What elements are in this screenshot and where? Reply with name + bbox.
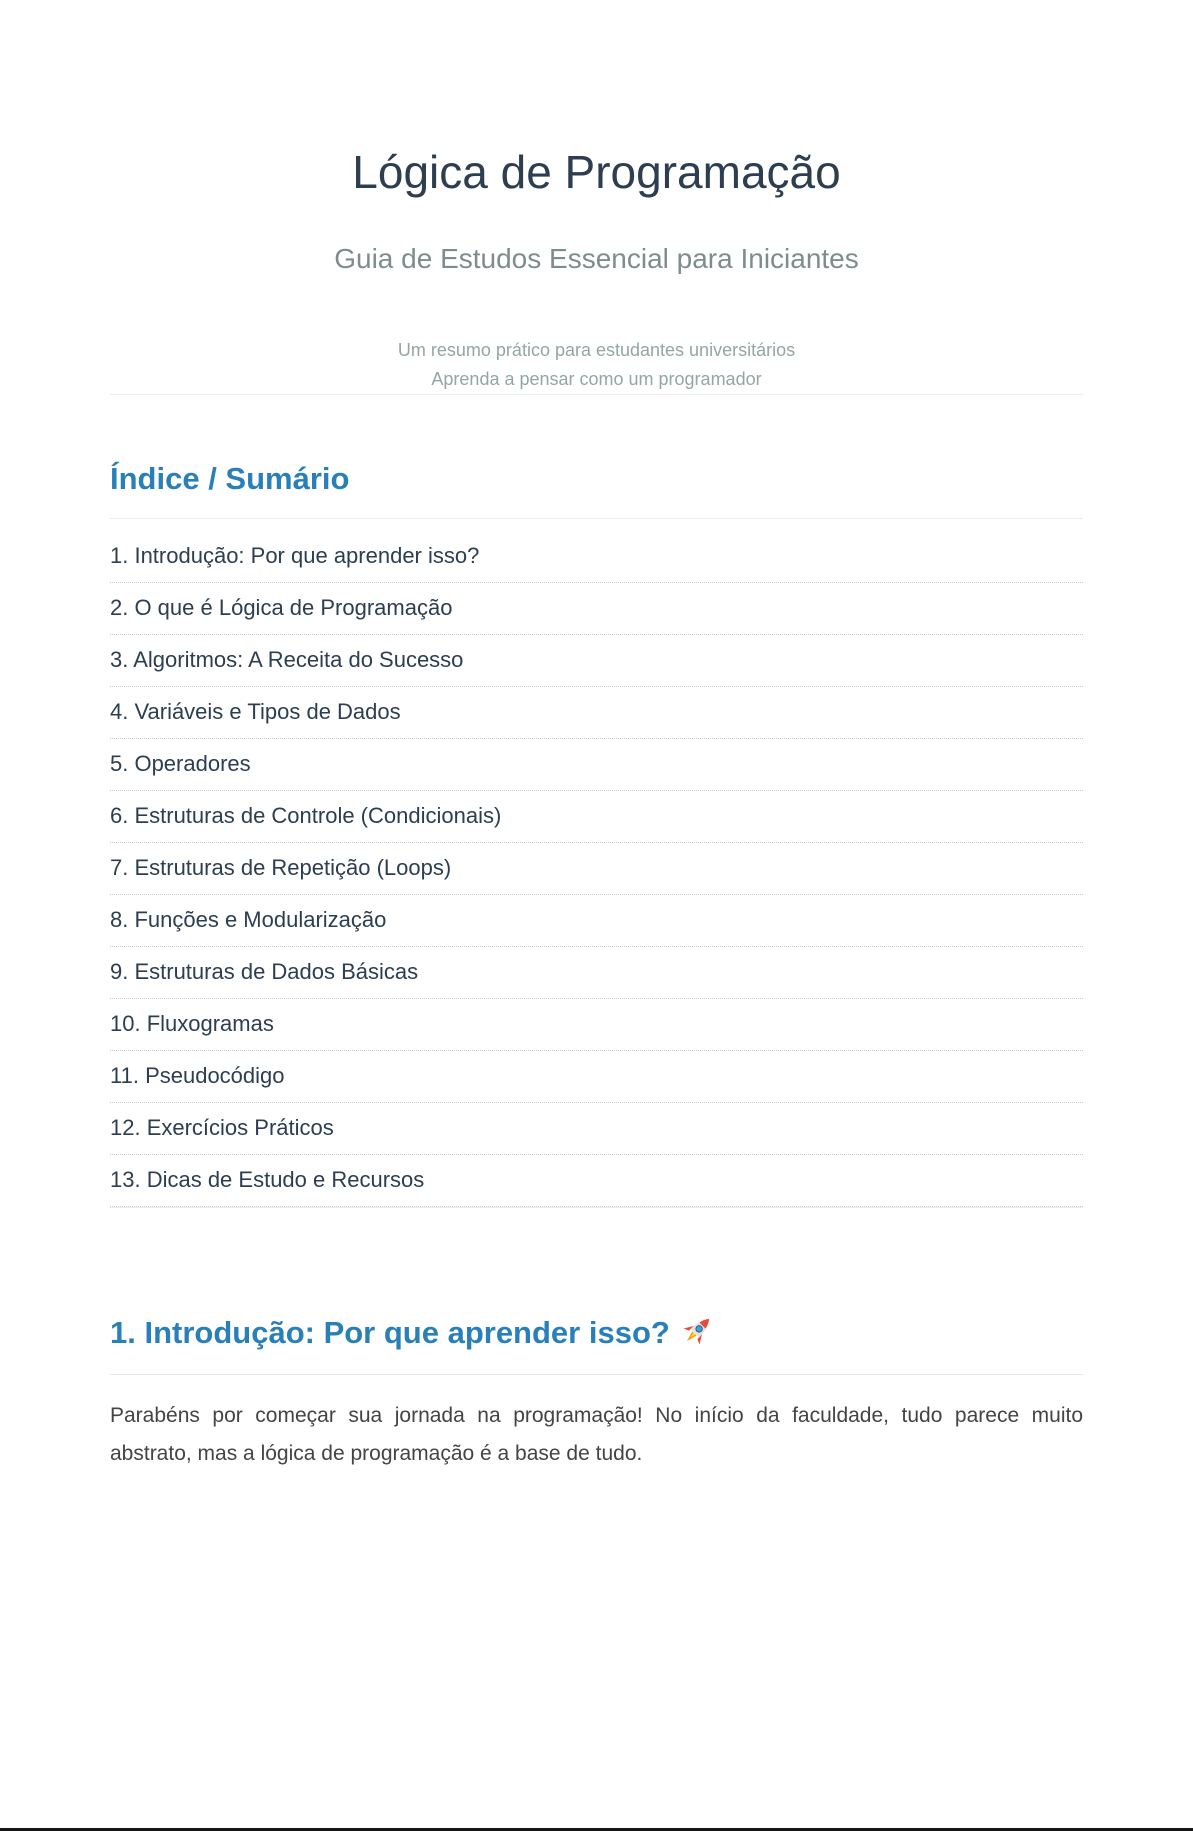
toc-list bbox=[110, 531, 1083, 1207]
toc-item: 6. Estruturas de Controle (Condicionais) bbox=[110, 791, 1083, 843]
toc-item: 1. Introdução: Por que aprender isso? bbox=[110, 531, 1083, 583]
document-page bbox=[110, 144, 1083, 1473]
meta-line-1: Um resumo prático para estudantes universitários bbox=[397, 340, 796, 360]
toc-item: 9. Estruturas de Dados Básicas bbox=[110, 947, 1083, 999]
section-1-heading bbox=[110, 1312, 1083, 1375]
toc-item: 12. Exercícios Práticos bbox=[110, 1103, 1083, 1155]
meta-line-2: Aprenda a pensar como um programador bbox=[431, 369, 762, 389]
toc-heading: Índice / Sumário bbox=[110, 460, 1083, 519]
toc-item: 13. Dicas de Estudo e Recursos bbox=[110, 1155, 1083, 1207]
toc-item: 7. Estruturas de Repetição (Loops) bbox=[110, 843, 1083, 895]
page-subtitle: Guia de Estudos Essencial para Iniciantes bbox=[334, 243, 859, 274]
page-meta bbox=[110, 336, 1083, 394]
section-1-heading-text: 1. Introdução: Por que aprender isso? bbox=[110, 1315, 670, 1350]
toc-item: 11. Pseudocódigo bbox=[110, 1051, 1083, 1103]
section-divider bbox=[110, 1207, 1083, 1208]
toc-item: 3. Algoritmos: A Receita do Sucesso bbox=[110, 635, 1083, 687]
toc-item: 2. O que é Lógica de Programação bbox=[110, 583, 1083, 635]
toc-item: 8. Funções e Modularização bbox=[110, 895, 1083, 947]
section-1-paragraph: Parabéns por começar sua jornada na programação! No início da faculdade, tudo parece muito abstrato, mas a lógica de programação é a base de tudo. bbox=[110, 1404, 1083, 1465]
section-divider bbox=[110, 394, 1083, 395]
toc-item: 5. Operadores bbox=[110, 739, 1083, 791]
page-title: Lógica de Programação bbox=[352, 146, 841, 198]
toc-item: 10. Fluxogramas bbox=[110, 999, 1083, 1051]
rocket-icon bbox=[678, 1312, 716, 1360]
toc-item: 4. Variáveis e Tipos de Dados bbox=[110, 687, 1083, 739]
